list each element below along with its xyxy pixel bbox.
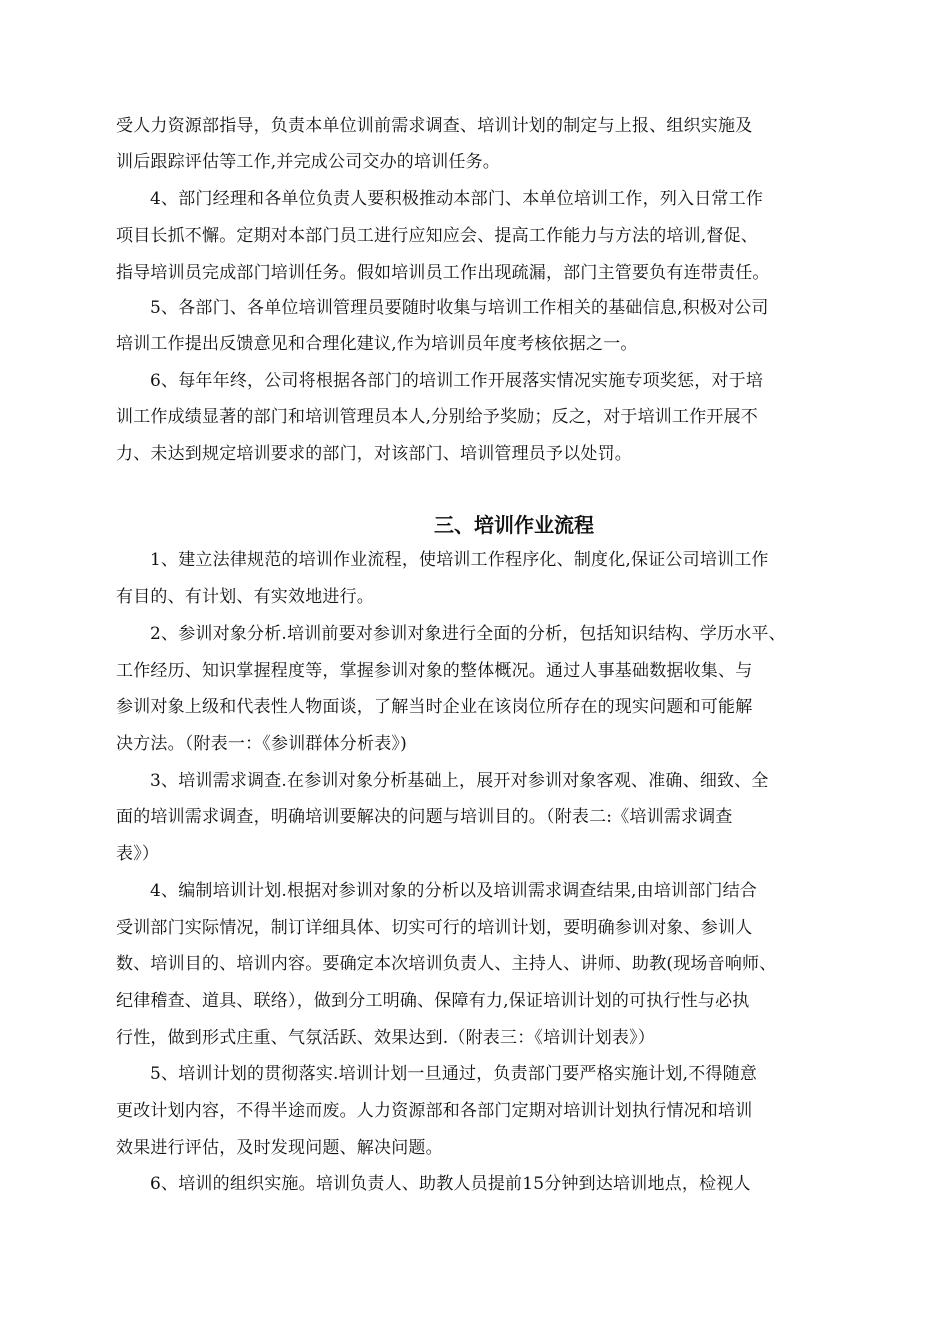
- text-line: 面的培训需求调查，明确培训要解决的问题与培训目的。（附表二:《培训需求调查: [116, 807, 733, 827]
- paragraph-4-training-plan: 4、编制培训计划.根据对参训对象的分析以及培训需求调查结果,由培训部门结合: [150, 881, 758, 901]
- text-line: 更改计划内容，不得半途而废。人力资源部和各部门定期对培训计划执行情况和培训: [116, 1101, 753, 1121]
- text-line: 训后跟踪评估等工作,并完成公司交办的培训任务。: [116, 152, 501, 172]
- text-line: 行性，做到形式庄重、气氛活跃、效果达到.（附表三：《培训计划表》）: [116, 1028, 656, 1048]
- text-line: 受训部门实际情况，制订详细具体、切实可行的培训计划，要明确参训对象、参训人: [116, 918, 753, 938]
- text-line: 工作经历、知识掌握程度等，掌握参训对象的整体概况。通过人事基础数据收集、与: [116, 661, 753, 681]
- paragraph-4-dept-managers: 4、部门经理和各单位负责人要积极推动本部门、本单位培训工作，列入日常工作: [150, 189, 764, 209]
- text-line: 表》）: [116, 844, 160, 864]
- text-line: 项目长抓不懈。定期对本部门员工进行应知应会、提高工作能力与方法的培训,督促、: [116, 226, 759, 246]
- paragraph-5-training-admins: 5、各部门、各单位培训管理员要随时收集与培训工作相关的基础信息,积极对公司: [150, 298, 769, 318]
- paragraph-1-process: 1、建立法律规范的培训作业流程，使培训工作程序化、制度化,保证公司培训工作: [150, 550, 769, 570]
- text-line: 受人力资源部指导，负责本单位训前需求调查、培训计划的制定与上报、组织实施及: [116, 116, 753, 136]
- text-line: 指导培训员完成部门培训任务。假如培训员工作出现疏漏，部门主管要负有连带责任。: [116, 263, 770, 283]
- paragraph-3-needs-survey: 3、培训需求调查.在参训对象分析基础上，展开对参训对象客观、准确、细致、全: [150, 771, 769, 791]
- text-line: 纪律稽查、道具、联络），做到分工明确、保障有力,保证培训计划的可执行性与必执: [116, 991, 750, 1011]
- paragraph-5-plan-execution: 5、培训计划的贯彻落实.培训计划一旦通过，负责部门要严格实施计划,不得随意: [150, 1064, 758, 1084]
- text-line: 决方法。（附表一：《参训群体分析表》): [116, 734, 407, 754]
- text-line: 效果进行评估，及时发现问题、解决问题。: [116, 1138, 443, 1158]
- text-line: 数、培训目的、培训内容。要确定本次培训负责人、主持人、讲师、助教(现场音响师、: [116, 954, 777, 974]
- paragraph-6-year-end: 6、每年年终，公司将根据各部门的培训工作开展落实情况实施专项奖惩，对于培: [150, 371, 764, 391]
- section-heading: 三、培训作业流程: [434, 513, 594, 537]
- text-line: 力、未达到规定培训要求的部门，对该部门、培训管理员予以处罚。: [116, 444, 632, 464]
- text-line: 培训工作提出反馈意见和合理化建议,作为培训员年度考核依据之一。: [116, 334, 638, 354]
- paragraph-2-trainee-analysis: 2、参训对象分析.培训前要对参训对象进行全面的分析，包括知识结构、学历水平、: [150, 624, 786, 644]
- text-line: 训工作成绩显著的部门和培训管理员本人,分别给予奖励；反之，对于培训工作开展不: [116, 407, 759, 427]
- text-line: 参训对象上级和代表性人物面谈，了解当时企业在该岗位所存在的现实问题和可能解: [116, 697, 753, 717]
- text-line: 有目的、有计划、有实效地进行。: [116, 587, 374, 607]
- paragraph-6-implementation: 6、培训的组织实施。培训负责人、助教人员提前15分钟到达培训地点，检视人: [150, 1174, 751, 1194]
